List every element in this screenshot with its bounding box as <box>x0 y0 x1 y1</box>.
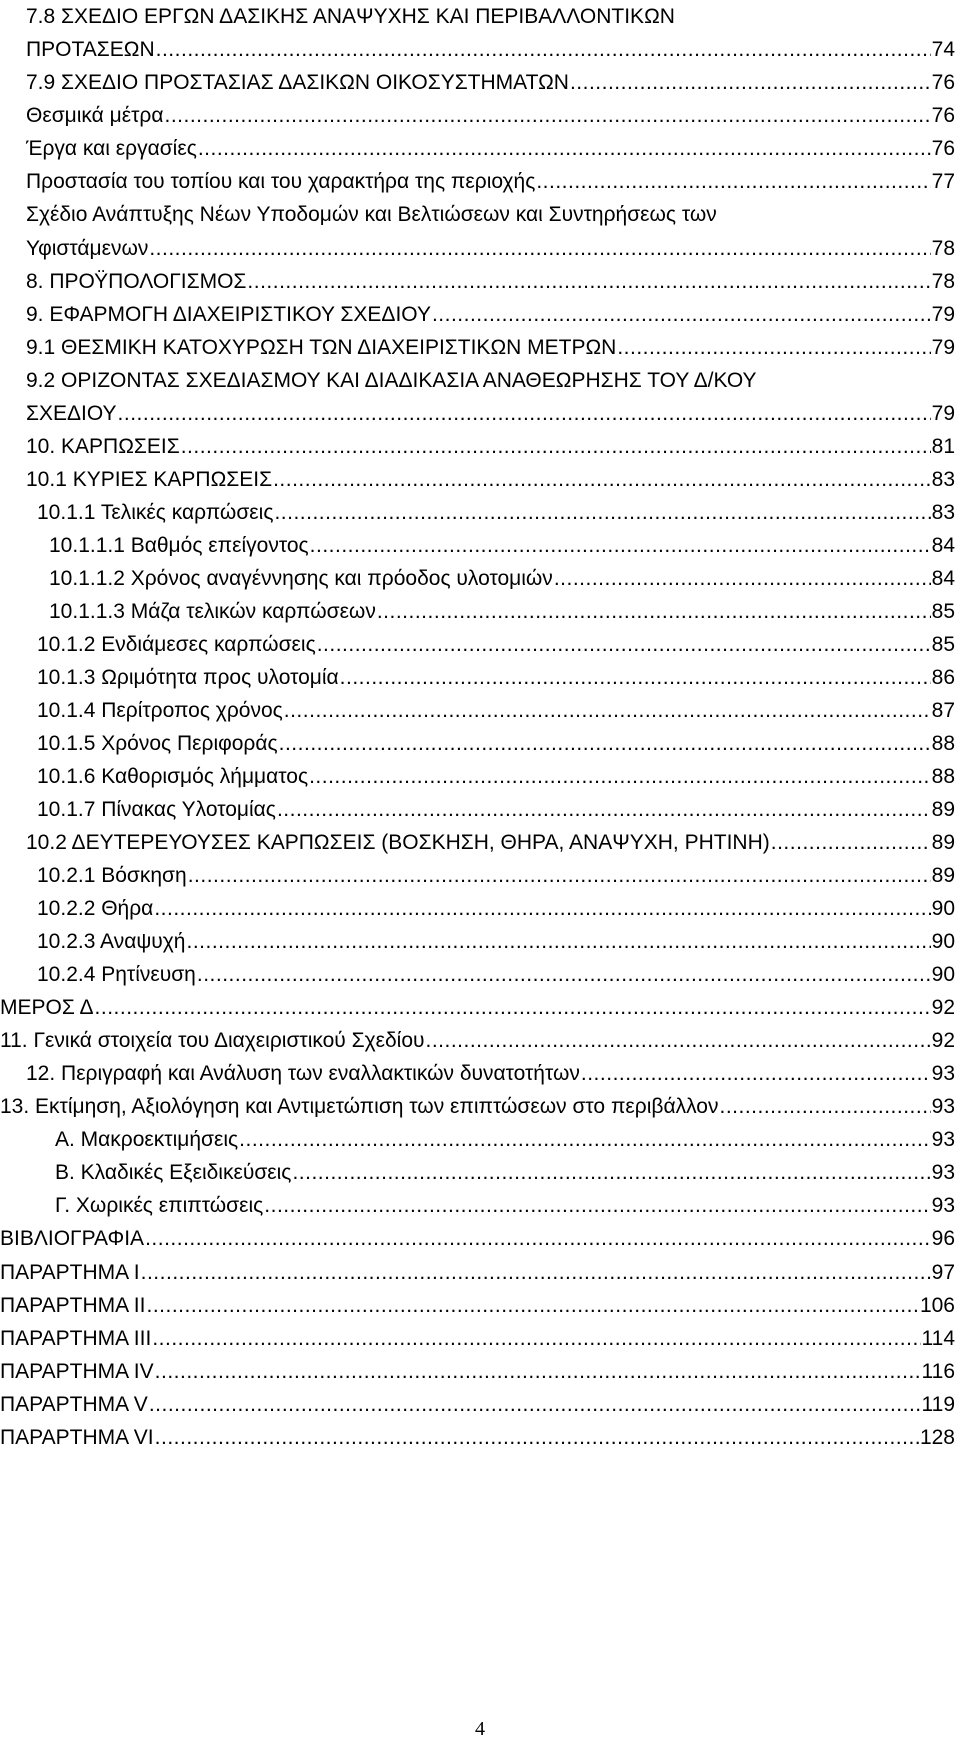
toc-dot-leader <box>432 298 931 332</box>
toc-dot-leader <box>187 925 931 959</box>
toc-entry-title: 10.2.1 Βόσκηση <box>37 864 187 887</box>
toc-entry-title: Γ. Χωρικές επιπτώσεις <box>55 1194 264 1217</box>
toc-dot-leader <box>188 859 931 893</box>
toc-dot-leader <box>198 132 931 166</box>
toc-entry[interactable] <box>26 33 955 67</box>
toc-entry[interactable] <box>37 496 955 530</box>
toc-dot-leader <box>274 496 930 530</box>
toc-entry[interactable] <box>0 991 955 1025</box>
toc-entry-page: 116 <box>921 1360 955 1383</box>
toc-entry-page: 93 <box>931 1128 955 1151</box>
toc-dot-leader <box>617 331 930 365</box>
toc-entry-page: 114 <box>921 1327 955 1350</box>
toc-entry-title: 10.2.2 Θήρα <box>37 897 154 920</box>
toc-entry-title: 9.2 ΟΡΙΖΟΝΤΑΣ ΣΧΕΔΙΑΣΜΟΥ ΚΑΙ ΔΙΑΔΙΚΑΣΙΑ ΑΝΑΘΕΩΡΗΣΗΣ ΤΟΥ Δ/ΚΟΥ <box>26 369 757 392</box>
toc-entry-title: 10.2 ΔΕΥΤΕΡΕΥΟΥΣΕΣ ΚΑΡΠΩΣΕΙΣ (ΒΟΣΚΗΣΗ, ΘΗΡΑ, ΑΝΑΨΥΧΗ, ΡΗΤΙΝΗ) <box>26 831 770 854</box>
toc-dot-leader <box>264 1189 930 1223</box>
toc-dot-leader <box>155 1355 921 1389</box>
toc-entry-title: 10.1.1.3 Μάζα τελικών καρπώσεων <box>49 600 376 623</box>
toc-entry[interactable] <box>26 165 955 199</box>
toc-entry-title: 10.2.3 Αναψυχή <box>37 930 186 953</box>
toc-entry-title: 10.1.2 Ενδιάμεσες καρπώσεις <box>37 633 316 656</box>
toc-entry-page: 76 <box>931 71 955 94</box>
toc-entry[interactable] <box>55 1123 955 1157</box>
toc-entry-title: 9.1 ΘΕΣΜΙΚΗ ΚΑΤΟΧΥΡΩΣΗ ΤΩΝ ΔΙΑΧΕΙΡΙΣΤΙΚΩΝ ΜΕΤΡΩΝ <box>26 336 617 359</box>
toc-entry[interactable] <box>37 925 955 959</box>
toc-dot-leader <box>536 165 930 199</box>
toc-entry-title: ΠΡΟΤΑΣΕΩΝ <box>26 38 155 61</box>
toc-entry[interactable] <box>0 1256 955 1290</box>
toc-dot-leader <box>247 265 930 299</box>
toc-dot-leader <box>197 958 931 992</box>
toc-entry[interactable] <box>26 0 675 34</box>
toc-entry-title: Β. Κλαδικές Εξειδικεύσεις <box>55 1161 292 1184</box>
toc-entry-title: 10.1.4 Περίτροπος χρόνος <box>37 699 283 722</box>
toc-entry-page: 79 <box>931 303 955 326</box>
toc-entry[interactable] <box>37 793 955 827</box>
toc-dot-leader <box>149 1388 921 1422</box>
toc-entry-page: 119 <box>921 1393 955 1416</box>
toc-entry[interactable] <box>37 661 955 695</box>
toc-dot-leader <box>771 826 931 860</box>
toc-entry-page: 76 <box>931 137 955 160</box>
toc-entry-page: 128 <box>919 1426 955 1449</box>
toc-entry[interactable] <box>0 1024 955 1058</box>
toc-entry-page: 79 <box>931 402 955 425</box>
toc-entry-title: 10.1.5 Χρόνος Περιφοράς <box>37 732 278 755</box>
toc-entry-page: 77 <box>931 170 955 193</box>
toc-dot-leader <box>277 793 931 827</box>
toc-dot-leader <box>145 1222 931 1256</box>
toc-entry[interactable] <box>49 595 955 629</box>
toc-entry[interactable] <box>26 298 955 332</box>
toc-entry-page: 81 <box>931 435 955 458</box>
toc-entry-page: 83 <box>931 501 955 524</box>
toc-entry-page: 97 <box>931 1261 955 1284</box>
toc-entry-title: Έργα και εργασίες <box>26 137 197 160</box>
toc-entry-title: 10.1.6 Καθορισμός λήμματος <box>37 765 309 788</box>
toc-entry-title: 7.9 ΣΧΕΔΙΟ ΠΡΟΣΤΑΣΙΑΣ ΔΑΣΙΚΩΝ ΟΙΚΟΣΥΣΤΗΜΑΤΩΝ <box>26 71 569 94</box>
toc-dot-leader <box>310 529 931 563</box>
toc-entry[interactable] <box>26 397 955 431</box>
toc-entry[interactable] <box>55 1189 955 1223</box>
toc-entry[interactable] <box>26 232 955 266</box>
toc-dot-leader <box>317 628 931 662</box>
toc-entry-page: 93 <box>931 1062 955 1085</box>
toc-entry-page: 88 <box>931 765 955 788</box>
toc-entry[interactable] <box>0 1388 955 1422</box>
toc-entry-page: 89 <box>931 798 955 821</box>
toc-dot-leader <box>154 892 930 926</box>
toc-dot-leader <box>309 760 931 794</box>
toc-entry-title: 9. ΕΦΑΡΜΟΓΗ ΔΙΑΧΕΙΡΙΣΤΙΚΟΥ ΣΧΕΔΙΟΥ <box>26 303 431 326</box>
toc-entry-page: 90 <box>931 963 955 986</box>
toc-entry[interactable] <box>26 331 955 365</box>
toc-dot-leader <box>164 99 930 133</box>
toc-entry-page: 74 <box>931 38 955 61</box>
toc-dot-leader <box>720 1090 931 1124</box>
toc-entry-title: 10.1.3 Ωριμότητα προς υλοτομία <box>37 666 339 689</box>
toc-entry[interactable] <box>37 859 955 893</box>
toc-entry-title: ΜΕΡΟΣ Δ <box>0 996 94 1019</box>
toc-entry-page: 90 <box>931 930 955 953</box>
toc-entry-title: ΠΑΡΑΡΤΗΜΑ VI <box>0 1426 154 1449</box>
toc-entry[interactable] <box>37 727 955 761</box>
toc-entry-title: Υφιστάμενων <box>26 237 149 260</box>
toc-entry-title: Προστασία του τοπίου και του χαρακτήρα της περιοχής <box>26 170 536 193</box>
toc-entry[interactable] <box>26 198 717 232</box>
toc-entry[interactable] <box>0 1322 955 1356</box>
toc-entry[interactable] <box>26 463 955 497</box>
toc-entry[interactable] <box>37 628 955 662</box>
toc-entry-title: Θεσμικά μέτρα <box>26 104 164 127</box>
toc-entry-page: 79 <box>931 336 955 359</box>
toc-dot-leader <box>273 463 931 497</box>
toc-entry[interactable] <box>55 1156 955 1190</box>
toc-entry-title: 8. ΠΡΟΫΠΟΛΟΓΙΣΜΟΣ <box>26 270 247 293</box>
toc-entry-page: 78 <box>931 237 955 260</box>
toc-entry[interactable] <box>49 562 955 596</box>
toc-entry[interactable] <box>26 430 955 464</box>
toc-entry-page: 76 <box>931 104 955 127</box>
toc-entry-page: 89 <box>931 831 955 854</box>
toc-dot-leader <box>279 727 931 761</box>
toc-entry[interactable] <box>26 1057 955 1091</box>
toc-dot-leader <box>149 232 930 266</box>
toc-entry-title: 10.1.1.1 Βαθμός επείγοντος <box>49 534 309 557</box>
toc-dot-leader <box>581 1057 931 1091</box>
toc-entry-page: 86 <box>931 666 955 689</box>
toc-entry[interactable] <box>37 694 955 728</box>
toc-entry-page: 89 <box>931 864 955 887</box>
toc-dot-leader <box>426 1024 931 1058</box>
toc-entry[interactable] <box>0 1421 955 1455</box>
toc-entry[interactable] <box>26 132 955 166</box>
toc-entry-title: ΠΑΡΑΡΤΗΜΑ Ι <box>0 1261 140 1284</box>
toc-dot-leader <box>239 1123 930 1157</box>
toc-entry-title: 12. Περιγραφή και Ανάλυση των εναλλακτικών δυνατοτήτων <box>26 1062 580 1085</box>
toc-entry-page: 83 <box>931 468 955 491</box>
toc-entry-title: 7.8 ΣΧΕΔΙΟ ΕΡΓΩΝ ΔΑΣΙΚΗΣ ΑΝΑΨΥΧΗΣ ΚΑΙ ΠΕΡΙΒΑΛΛΟΝΤΙΚΩΝ <box>26 5 675 28</box>
toc-entry-title: 10. ΚΑΡΠΩΣΕΙΣ <box>26 435 180 458</box>
toc-dot-leader <box>141 1256 931 1290</box>
toc-dot-leader <box>292 1156 930 1190</box>
toc-entry-title: ΣΧΕΔΙΟΥ <box>26 402 117 425</box>
toc-entry-page: 88 <box>931 732 955 755</box>
toc-entry-page: 90 <box>931 897 955 920</box>
toc-dot-leader <box>181 430 931 464</box>
toc-dot-leader <box>155 1421 919 1455</box>
toc-entry-page: 92 <box>931 1029 955 1052</box>
toc-entry[interactable] <box>0 1090 955 1124</box>
page-number: 4 <box>475 1718 485 1740</box>
toc-entry[interactable] <box>26 66 955 100</box>
toc-entry[interactable] <box>37 760 955 794</box>
toc-entry-page: 93 <box>931 1194 955 1217</box>
toc-dot-leader <box>156 33 931 67</box>
toc-entry-title: 11. Γενικά στοιχεία του Διαχειριστικού Σχεδίου <box>0 1029 425 1052</box>
toc-entry[interactable] <box>0 1355 955 1389</box>
toc-entry-page: 93 <box>931 1161 955 1184</box>
toc-entry-page: 92 <box>931 996 955 1019</box>
toc-entry-title: Α. Μακροεκτιμήσεις <box>55 1128 239 1151</box>
toc-entry-page: 96 <box>931 1227 955 1250</box>
toc-entry-title: ΠΑΡΑΡΤΗΜΑ V <box>0 1393 148 1416</box>
toc-entry-page: 85 <box>931 600 955 623</box>
toc-entry[interactable] <box>26 826 955 860</box>
toc-entry[interactable] <box>26 364 757 398</box>
toc-entry[interactable] <box>0 1222 955 1256</box>
toc-dot-leader <box>95 991 931 1025</box>
toc-dot-leader <box>118 397 931 431</box>
toc-entry[interactable] <box>26 265 955 299</box>
toc-entry-title: ΠΑΡΑΡΤΗΜΑ ΙV <box>0 1360 154 1383</box>
toc-entry-title: 10.2.4 Ρητίνευση <box>37 963 196 986</box>
toc-entry-title: Σχέδιο Ανάπτυξης Νέων Υποδομών και Βελτιώσεων και Συντηρήσεως των <box>26 203 717 226</box>
toc-entry-title: 10.1 ΚΥΡΙΕΣ ΚΑΡΠΩΣΕΙΣ <box>26 468 273 491</box>
toc-entry-title: 10.1.1 Τελικές καρπώσεις <box>37 501 274 524</box>
toc-entry[interactable] <box>37 892 955 926</box>
toc-entry[interactable] <box>49 529 955 563</box>
toc-entry[interactable] <box>37 958 955 992</box>
toc-entry-page: 84 <box>931 567 955 590</box>
toc-dot-leader <box>377 595 931 629</box>
toc-entry-title: ΠΑΡΑΡΤΗΜΑ ΙΙ <box>0 1294 146 1317</box>
toc-dot-leader <box>570 66 931 100</box>
toc-dot-leader <box>146 1289 918 1323</box>
toc-entry-title: 10.1.7 Πίνακας Υλοτομίας <box>37 798 276 821</box>
toc-entry-title: 13. Εκτίμηση, Αξιολόγηση και Αντιμετώπιση των επιπτώσεων στο περιβάλλον <box>0 1095 719 1118</box>
toc-entry[interactable] <box>26 99 955 133</box>
toc-entry-page: 78 <box>931 270 955 293</box>
toc-entry-page: 84 <box>931 534 955 557</box>
toc-dot-leader <box>340 661 931 695</box>
toc-entry-page: 87 <box>931 699 955 722</box>
toc-dot-leader <box>554 562 931 596</box>
toc-entry-page: 106 <box>919 1294 955 1317</box>
toc-entry[interactable] <box>0 1289 955 1323</box>
toc-entry-title: ΒΙΒΛΙΟΓΡΑΦΙΑ <box>0 1227 145 1250</box>
toc-entry-title: ΠΑΡΑΡΤΗΜΑ ΙΙΙ <box>0 1327 152 1350</box>
toc-entry-page: 93 <box>931 1095 955 1118</box>
toc-dot-leader <box>284 694 931 728</box>
toc-entry-title: 10.1.1.2 Χρόνος αναγέννησης και πρόοδος υλοτομιών <box>49 567 553 590</box>
toc-entry-page: 85 <box>931 633 955 656</box>
toc-dot-leader <box>152 1322 920 1356</box>
